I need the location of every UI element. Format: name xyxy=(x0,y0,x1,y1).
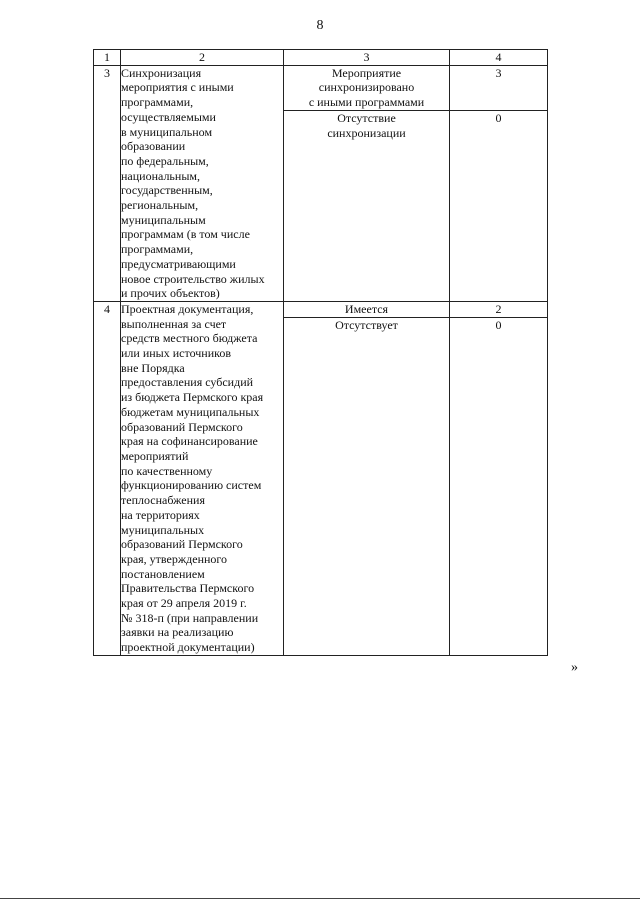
option-item xyxy=(284,318,449,333)
criterion-line: № 318-п (при направлении xyxy=(121,610,259,625)
option-line: с иными программами xyxy=(308,95,425,110)
criterion-line: Синхронизация xyxy=(121,65,202,80)
score-value: 0 xyxy=(495,110,502,125)
criterion-line: края на софинансирование xyxy=(121,434,258,449)
criterion-line: программами, xyxy=(121,95,194,110)
criterion-line: заявки на реализацию xyxy=(121,625,234,640)
criterion-line: вне Порядка xyxy=(121,360,185,375)
score-value: 0 xyxy=(495,317,502,332)
row-number: 4 xyxy=(94,301,121,655)
table-row xyxy=(94,301,548,655)
criterion-line: бюджетам муниципальных xyxy=(121,404,260,419)
option-cell xyxy=(284,301,450,655)
criterion-line: выполненная за счет xyxy=(121,316,227,331)
score-cell xyxy=(450,65,548,301)
criterion-line: по федеральным, xyxy=(121,153,209,168)
row-number: 3 xyxy=(94,65,121,301)
criterion-line: и прочих объектов) xyxy=(121,286,220,301)
table-header-row xyxy=(94,50,548,66)
criterion-line: образований Пермского xyxy=(121,419,243,434)
criterion-text xyxy=(121,65,284,301)
criterion-line: программами, xyxy=(121,242,194,257)
option-item xyxy=(284,66,449,111)
criterion-line: или иных источников xyxy=(121,346,232,361)
criterion-line: края от 29 апреля 2019 г. xyxy=(121,596,247,611)
criterion-line: средств местного бюджета xyxy=(121,331,258,346)
criterion-line: новое строительство жилых xyxy=(121,271,265,286)
criterion-line: мероприятия с иными xyxy=(121,80,234,95)
option-line: Отсутствие xyxy=(337,110,396,125)
page-number: 8 xyxy=(316,18,324,33)
criterion-line: муниципальным xyxy=(121,212,206,227)
criterion-line: постановлением xyxy=(121,566,205,581)
scan-edge-line xyxy=(0,898,640,899)
option-line: синхронизировано xyxy=(318,80,415,95)
criterion-line: мероприятий xyxy=(121,448,189,463)
header-col-1: 1 xyxy=(94,50,121,66)
criterion-line: осуществляемыми xyxy=(121,109,216,124)
score-value: 2 xyxy=(450,302,547,318)
criterion-line: по качественному xyxy=(121,463,213,478)
option-line: Отсутствует xyxy=(335,317,398,332)
criterion-line: края, утвержденного xyxy=(121,551,228,566)
criterion-line: из бюджета Пермского края xyxy=(121,390,264,405)
option-item xyxy=(284,302,449,318)
option-line: Имеется xyxy=(344,301,389,316)
criterion-line: на территориях xyxy=(121,507,200,522)
criterion-line: Правительства Пермского xyxy=(121,581,255,596)
criterion-line: национальным, xyxy=(121,168,200,183)
criterion-line: теплоснабжения xyxy=(121,493,205,508)
option-line: Мероприятие xyxy=(331,65,402,80)
option-cell xyxy=(284,65,450,301)
criterion-text xyxy=(121,301,284,655)
criterion-line: функционированию систем xyxy=(121,478,262,493)
criterion-line: государственным, xyxy=(121,183,213,198)
criterion-line: проектной документации) xyxy=(121,640,255,655)
header-col-3: 3 xyxy=(284,50,450,66)
criterion-line: Проектная документация, xyxy=(121,301,254,316)
score-value: 3 xyxy=(450,66,547,111)
criterion-line: в муниципальном xyxy=(121,124,213,139)
option-item xyxy=(284,111,449,140)
header-col-4: 4 xyxy=(450,50,548,66)
criterion-line: муниципальных xyxy=(121,522,205,537)
criterion-line: образований Пермского xyxy=(121,537,243,552)
closing-quote: » xyxy=(571,660,578,675)
criterion-line: региональным, xyxy=(121,198,199,213)
criterion-line: программам (в том числе xyxy=(121,227,250,242)
criterion-line: образовании xyxy=(121,139,186,154)
header-col-2: 2 xyxy=(121,50,284,66)
option-line: синхронизации xyxy=(327,125,406,140)
criterion-line: предусматривающими xyxy=(121,256,236,271)
table-row xyxy=(94,65,548,301)
criterion-line: предоставления субсидий xyxy=(121,375,254,390)
score-cell xyxy=(450,301,548,655)
criteria-table xyxy=(93,49,548,656)
